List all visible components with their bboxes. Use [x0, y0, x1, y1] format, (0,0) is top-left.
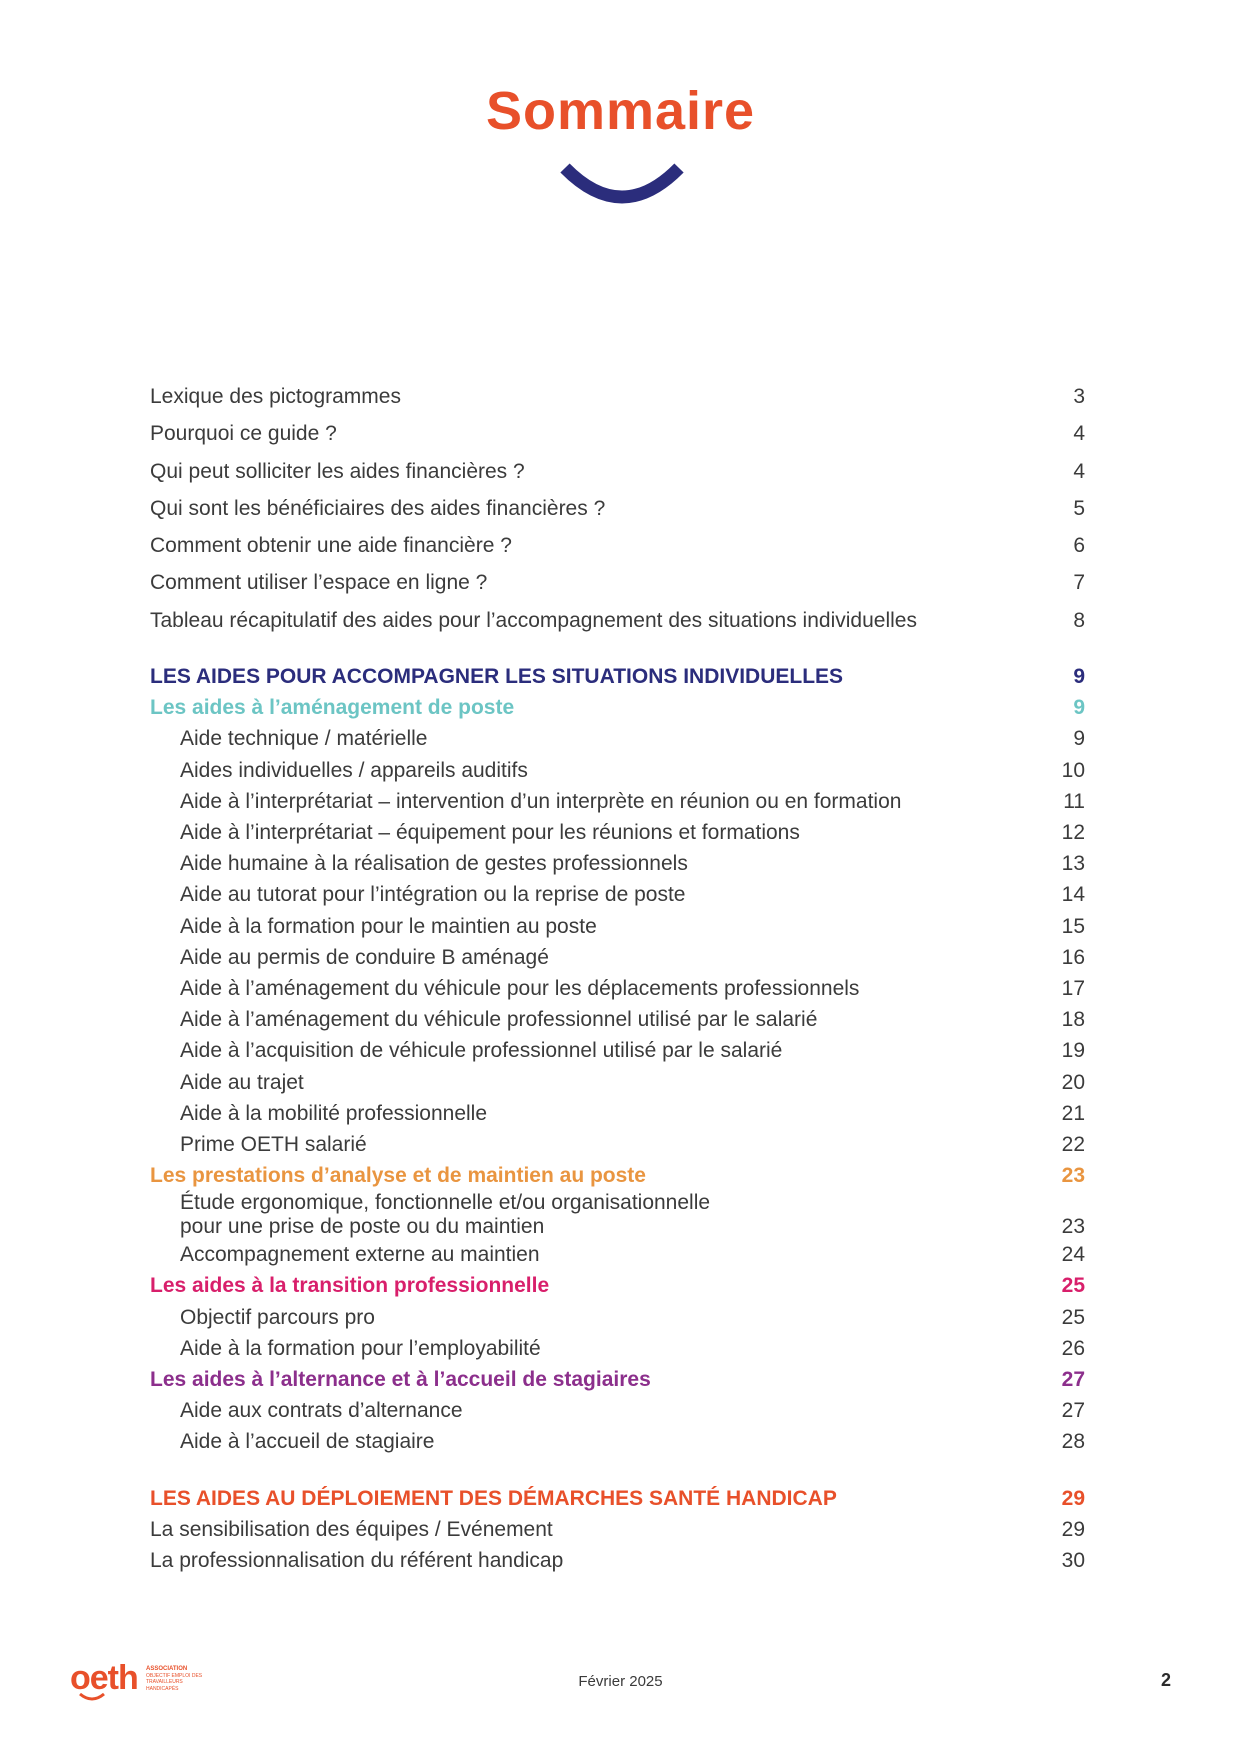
toc-entry-page: 4	[1073, 459, 1085, 483]
toc-item[interactable]	[150, 973, 1085, 1004]
toc-item-page: 15	[1061, 914, 1085, 938]
logo-association-label: ASSOCIATION	[146, 1666, 188, 1672]
toc-section-label: LES AIDES AU DÉPLOIEMENT DES DÉMARCHES SANTÉ HANDICAP	[150, 1486, 837, 1510]
toc-item-page: 26	[1061, 1336, 1085, 1360]
toc-item[interactable]	[150, 1302, 1085, 1333]
toc-item[interactable]	[150, 1098, 1085, 1129]
toc-item-page: 14	[1061, 883, 1085, 907]
toc-entry-pourquoi[interactable]	[150, 415, 1085, 452]
toc-item-label: Aide à l’accueil de stagiaire	[180, 1430, 435, 1454]
toc-item-page: 18	[1061, 1008, 1085, 1032]
toc-item-label: Aides individuelles / appareils auditifs	[180, 758, 528, 782]
toc-section-label: LES AIDES POUR ACCOMPAGNER LES SITUATIONS INDIVIDUELLES	[150, 665, 844, 689]
toc-item-page: 16	[1061, 945, 1085, 969]
toc-item-page: 17	[1061, 976, 1085, 1000]
toc-entry-lexique[interactable]	[150, 378, 1085, 415]
toc-item-page: 28	[1061, 1430, 1085, 1454]
toc-subsection-label: Les prestations d’analyse et de maintien au poste	[150, 1164, 646, 1188]
toc-item-label: Aide à l’interprétariat – intervention d’un interprète en réunion ou en formation	[180, 789, 902, 813]
toc-entry-label: Comment obtenir une aide financière ?	[150, 534, 512, 558]
toc-item-label: Accompagnement externe au maintien	[180, 1243, 540, 1267]
toc-subsection-label: Les aides à la transition professionnelle	[150, 1274, 550, 1298]
toc-item-page: 11	[1063, 789, 1085, 813]
toc-item-label: Aide technique / matérielle	[180, 727, 428, 751]
toc-item[interactable]	[150, 786, 1085, 817]
toc-item[interactable]	[150, 1004, 1085, 1035]
toc-item[interactable]	[150, 848, 1085, 879]
toc-entry-label: Lexique des pictogrammes	[150, 385, 401, 408]
toc-item-label: Aide à la mobilité professionnelle	[180, 1101, 488, 1125]
toc-item-label: Objectif parcours pro	[180, 1305, 375, 1329]
toc-subsection-label: Les aides à l’alternance et à l’accueil de stagiaires	[150, 1368, 651, 1391]
toc-item[interactable]	[150, 1035, 1085, 1066]
toc-item-label: Aide à la formation pour l’employabilité	[180, 1336, 541, 1360]
toc-section-deploiement[interactable]	[150, 1483, 1085, 1514]
page-title: Sommaire	[485, 81, 756, 141]
logo-tagline: OBJECTIF EMPLOI DES TRAVAILLEURS HANDICAPÉS	[146, 1672, 203, 1692]
toc-entry-qui-peut[interactable]	[150, 453, 1085, 490]
toc-item[interactable]	[150, 1239, 1085, 1270]
toc-item-label: Aide humaine à la réalisation de gestes professionnels	[180, 852, 688, 876]
toc-item-label-line1: Étude ergonomique, fonctionnelle et/ou organisationnelle	[180, 1191, 711, 1215]
toc-entry-label: Qui sont les bénéficiaires des aides financières ?	[150, 496, 606, 520]
toc-subsection-label: Les aides à l’aménagement de poste	[150, 696, 515, 720]
toc-section-page: 29	[1061, 1486, 1085, 1510]
toc-entry-tableau[interactable]	[150, 602, 1085, 639]
toc-item-label: Aide au trajet	[180, 1070, 304, 1094]
toc-item-page: 27	[1061, 1399, 1085, 1423]
toc-item[interactable]	[150, 911, 1085, 942]
toc-entry-label: Tableau récapitulatif des aides pour l’accompagnement des situations individuelles	[150, 608, 917, 632]
toc-entry-label: Pourquoi ce guide ?	[150, 422, 337, 446]
toc-item-page: 23	[1061, 1215, 1085, 1239]
toc-entry-page: 4	[1073, 422, 1085, 446]
table-of-contents	[150, 378, 1085, 1576]
toc-item-page: 20	[1061, 1070, 1085, 1094]
toc-item-page: 12	[1061, 821, 1085, 844]
toc-section-situations-individuelles[interactable]	[150, 661, 1085, 692]
toc-subsection-page: 9	[1073, 696, 1085, 720]
toc-item-page: 29	[1061, 1517, 1085, 1541]
toc-entry-label: Qui peut solliciter les aides financières ?	[150, 459, 525, 483]
toc-item-page: 24	[1061, 1243, 1085, 1267]
toc-item-page: 25	[1061, 1305, 1085, 1329]
toc-item[interactable]	[150, 817, 1085, 848]
logo-smile-icon	[78, 1692, 106, 1702]
toc-entry-label: Comment utiliser l’espace en ligne ?	[150, 571, 488, 595]
toc-item-label: Aide à la formation pour le maintien au poste	[180, 914, 597, 938]
toc-item[interactable]	[150, 1395, 1085, 1426]
toc-item-label: Prime OETH salarié	[180, 1132, 367, 1156]
toc-entry-page: 5	[1073, 496, 1085, 520]
toc-item-page: 30	[1061, 1548, 1085, 1572]
toc-item-label: Aide aux contrats d’alternance	[180, 1399, 463, 1423]
toc-subsection-transition[interactable]	[150, 1270, 1085, 1301]
toc-item-page: 9	[1073, 727, 1085, 751]
toc-subsection-page: 27	[1061, 1368, 1085, 1391]
toc-item[interactable]	[150, 1333, 1085, 1364]
toc-item-label: Aide à l’aménagement du véhicule pour les déplacements professionnels	[180, 976, 860, 1000]
toc-item-label: La professionnalisation du référent handicap	[150, 1548, 564, 1572]
toc-item-label: Aide au tutorat pour l’intégration ou la reprise de poste	[180, 883, 686, 907]
toc-item[interactable]	[150, 879, 1085, 910]
toc-section-page: 9	[1073, 665, 1085, 689]
toc-item[interactable]	[150, 755, 1085, 786]
toc-item-label: Aide à l’interprétariat – équipement pour les réunions et formations	[180, 821, 800, 844]
toc-item-label: Aide à l’acquisition de véhicule professionnel utilisé par le salarié	[180, 1039, 783, 1063]
toc-item-label: La sensibilisation des équipes / Evénement	[150, 1517, 553, 1541]
toc-subsection-page: 25	[1061, 1274, 1085, 1298]
toc-entry-beneficiaires[interactable]	[150, 490, 1085, 527]
toc-item-multiline[interactable]	[150, 1191, 1085, 1239]
toc-item-label: Aide à l’aménagement du véhicule professionnel utilisé par le salarié	[180, 1008, 818, 1032]
toc-subsection-alternance[interactable]	[150, 1364, 1085, 1395]
toc-item[interactable]	[150, 1545, 1085, 1576]
toc-subsection-amenagement[interactable]	[150, 692, 1085, 723]
logo-wordmark: oeth	[70, 1659, 138, 1697]
toc-entry-page: 3	[1073, 385, 1085, 408]
toc-item-page: 13	[1061, 852, 1085, 876]
footer-date: Février 2025	[578, 1673, 663, 1690]
toc-item[interactable]	[150, 942, 1085, 973]
toc-item[interactable]	[150, 1067, 1085, 1098]
toc-entry-page: 6	[1073, 534, 1085, 558]
toc-item-label: Aide au permis de conduire B aménagé	[180, 945, 549, 969]
toc-item[interactable]	[150, 1514, 1085, 1545]
toc-item-page: 21	[1061, 1101, 1085, 1125]
toc-subsection-page: 23	[1061, 1164, 1085, 1188]
page-number: 2	[1160, 1670, 1171, 1690]
toc-item[interactable]	[150, 723, 1085, 754]
toc-entry-espace-en-ligne[interactable]	[150, 564, 1085, 601]
toc-subsection-prestations[interactable]	[150, 1160, 1085, 1191]
smile-decoration-icon	[559, 160, 685, 210]
toc-entry-page: 8	[1073, 608, 1085, 632]
toc-item-label-line2: pour une prise de poste ou du maintien	[180, 1215, 545, 1239]
toc-entry-comment-obtenir[interactable]	[150, 527, 1085, 564]
toc-item[interactable]	[150, 1426, 1085, 1457]
toc-item-page: 22	[1061, 1132, 1085, 1156]
toc-item-page: 19	[1061, 1039, 1085, 1063]
toc-entry-page: 7	[1073, 571, 1085, 595]
toc-item[interactable]	[150, 1129, 1085, 1160]
toc-item-page: 10	[1061, 758, 1085, 782]
